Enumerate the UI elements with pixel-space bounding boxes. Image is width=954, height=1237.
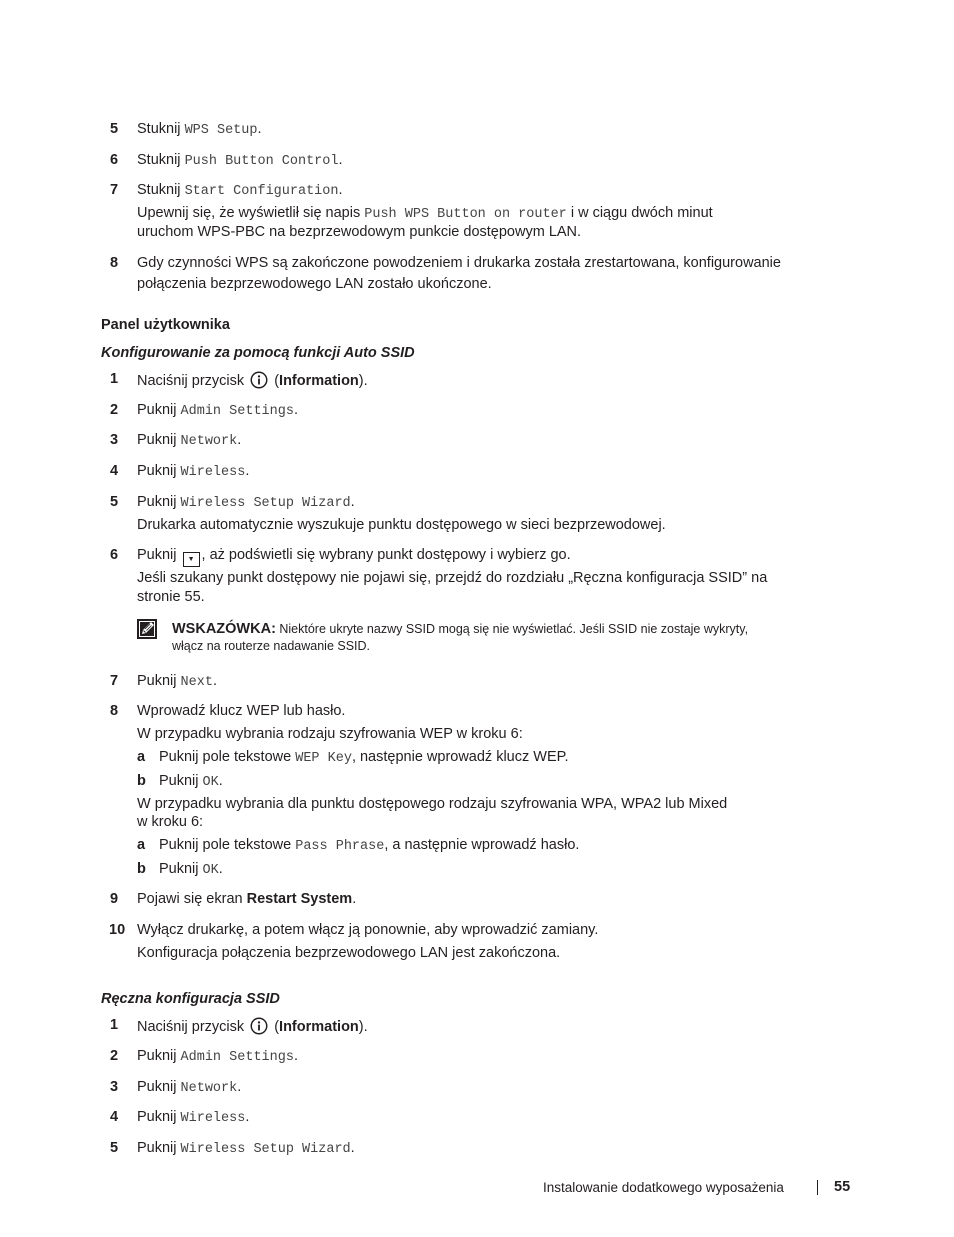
step-note: stronie 55. bbox=[137, 589, 205, 605]
substep-letter: a bbox=[137, 837, 146, 853]
substep-letter: b bbox=[137, 861, 146, 877]
step-text: Puknij Wireless. bbox=[137, 1109, 250, 1126]
step-text: Wprowadź klucz WEP lub hasło. bbox=[137, 703, 346, 719]
step-number: 10 bbox=[109, 922, 126, 938]
substep-text: Puknij pole tekstowe WEP Key, następnie wprowadź klucz WEP. bbox=[159, 749, 569, 766]
substep-text: Puknij OK. bbox=[159, 861, 223, 878]
step-number: 7 bbox=[110, 673, 119, 689]
step-text: Puknij Admin Settings. bbox=[137, 1048, 298, 1065]
step-number: 3 bbox=[110, 432, 119, 448]
step-number: 5 bbox=[110, 1140, 119, 1156]
step-note: W przypadku wybrania rodzaju szyfrowania WEP w kroku 6: bbox=[137, 726, 523, 742]
page-number: 55 bbox=[834, 1179, 851, 1195]
subsection-heading: Konfigurowanie za pomocą funkcji Auto SSID bbox=[101, 345, 415, 361]
step-number: 6 bbox=[110, 547, 119, 563]
step-number: 7 bbox=[110, 182, 119, 198]
step-number: 2 bbox=[110, 402, 119, 418]
step-note: W przypadku wybrania dla punktu dostępowego rodzaju szyfrowania WPA, WPA2 lub Mixed bbox=[137, 796, 728, 812]
footer-title: Instalowanie dodatkowego wyposażenia bbox=[543, 1180, 784, 1195]
step-note: Upewnij się, że wyświetlił się napis Push WPS Button on router i w ciągu dwóch minut bbox=[137, 205, 713, 222]
step-text: połączenia bezprzewodowego LAN zostało ukończone. bbox=[137, 276, 492, 292]
step-number: 3 bbox=[110, 1079, 119, 1095]
tip-text: włącz na routerze nadawanie SSID. bbox=[172, 639, 371, 653]
substep-text: Puknij pole tekstowe Pass Phrase, a następnie wprowadź hasło. bbox=[159, 837, 580, 854]
info-icon bbox=[250, 371, 268, 389]
down-arrow-button-icon: ▼ bbox=[183, 552, 200, 567]
step-note: w kroku 6: bbox=[137, 814, 204, 830]
substep-letter: a bbox=[137, 749, 146, 765]
step-text: Puknij Wireless Setup Wizard. bbox=[137, 1140, 355, 1157]
step-text: Puknij Admin Settings. bbox=[137, 402, 298, 419]
step-text: Naciśnij przycisk (Information). bbox=[137, 373, 368, 389]
step-number: 1 bbox=[110, 371, 119, 387]
substep-letter: b bbox=[137, 773, 146, 789]
step-note: Drukarka automatycznie wyszukuje punktu dostępowego w sieci bezprzewodowej. bbox=[137, 517, 666, 533]
substep-text: Puknij OK. bbox=[159, 773, 223, 790]
footer-separator bbox=[817, 1180, 818, 1195]
step-text: Puknij Network. bbox=[137, 432, 242, 449]
subsection-heading: Ręczna konfiguracja SSID bbox=[101, 991, 280, 1007]
step-text: Gdy czynności WPS są zakończone powodzeniem i drukarka została zrestartowana, konfigurowanie bbox=[137, 255, 781, 271]
step-note: uruchom WPS-PBC na bezprzewodowym punkcie dostępowym LAN. bbox=[137, 224, 582, 240]
note-pencil-icon bbox=[137, 619, 157, 639]
step-text: Pojawi się ekran Restart System. bbox=[137, 891, 357, 907]
step-number: 6 bbox=[110, 152, 119, 168]
step-note: Konfiguracja połączenia bezprzewodowego LAN jest zakończona. bbox=[137, 945, 561, 961]
step-number: 8 bbox=[110, 703, 119, 719]
step-number: 5 bbox=[110, 121, 119, 137]
step-text: Naciśnij przycisk (Information). bbox=[137, 1019, 368, 1035]
step-number: 4 bbox=[110, 1109, 119, 1125]
step-number: 1 bbox=[110, 1017, 119, 1033]
step-text: Puknij Wireless. bbox=[137, 463, 250, 480]
step-text: Puknij Wireless Setup Wizard. bbox=[137, 494, 355, 511]
info-icon bbox=[250, 1017, 268, 1035]
section-title: Panel użytkownika bbox=[101, 317, 230, 333]
tip-text: WSKAZÓWKA: Niektóre ukryte nazwy SSID mogą się nie wyświetlać. Jeśli SSID nie zostaje wykryty, bbox=[172, 621, 749, 637]
step-number: 4 bbox=[110, 463, 119, 479]
step-note: Jeśli szukany punkt dostępowy nie pojawi się, przejdź do rozdziału „Ręczna konfiguracja SSID” na bbox=[137, 570, 768, 586]
step-number: 2 bbox=[110, 1048, 119, 1064]
step-number: 8 bbox=[110, 255, 119, 271]
step-text: Puknij ▼ , aż podświetli się wybrany punkt dostępowy i wybierz go. bbox=[137, 547, 571, 567]
step-number: 9 bbox=[110, 891, 119, 907]
step-text: Wyłącz drukarkę, a potem włącz ją ponownie, aby wprowadzić zamiany. bbox=[137, 922, 599, 938]
step-number: 5 bbox=[110, 494, 119, 510]
step-text: Puknij Network. bbox=[137, 1079, 242, 1096]
step-text: Stuknij WPS Setup. bbox=[137, 121, 262, 138]
step-text: Stuknij Start Configuration. bbox=[137, 182, 343, 199]
step-text: Puknij Next. bbox=[137, 673, 217, 690]
step-text: Stuknij Push Button Control. bbox=[137, 152, 343, 169]
